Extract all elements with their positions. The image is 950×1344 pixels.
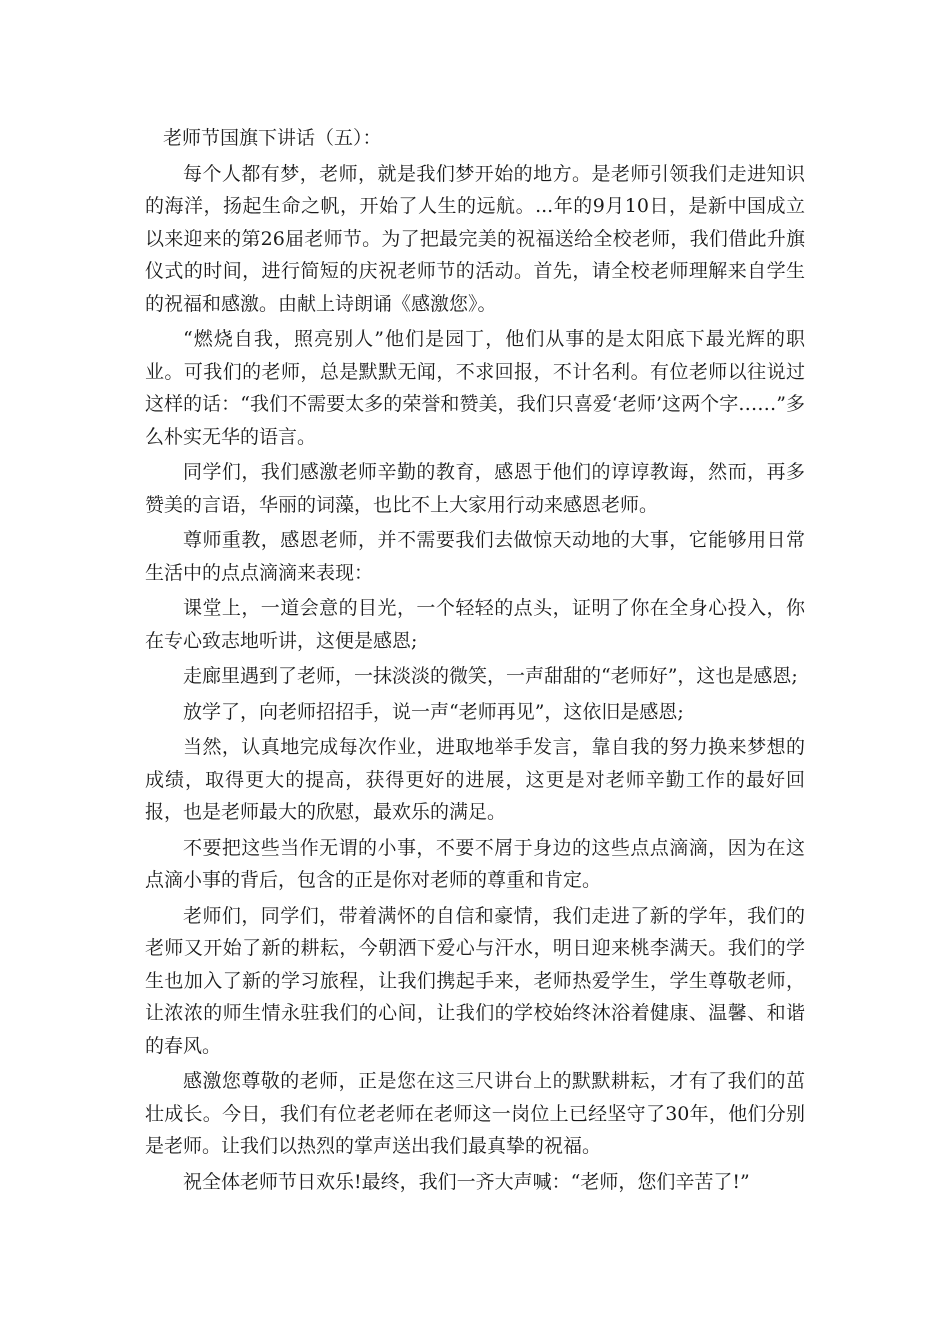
paragraph: 放学了，向老师招招手，说一声“老师再见”，这依旧是感恩;: [183, 700, 684, 723]
document-body: [145, 122, 805, 1201]
paragraph: 走廊里遇到了老师，一抹淡淡的微笑，一声甜甜的“老师好”，这也是感恩;: [183, 665, 798, 687]
paragraph: 老师们，同学们，带着满怀的自信和豪情，我们走进了新的学年，我们的老师又开始了新的耕耘，今朝洒下爱心与汗水，明日迎来桃李满天。我们的学生也加入了新的学习旅程，让我们携起手来，老师热爱学生，学生尊敬老师，让浓浓的师生情永驻我们的心间，让我们的学校始终沐浴着健康、温馨、和谐的春风。: [145, 904, 805, 1057]
paragraph: 当然，认真地完成每次作业，进取地举手发言，靠自我的努力换来梦想的成绩，取得更大的提高，获得更好的进展，这更是对老师辛勤工作的最好回报，也是老师最大的欣慰，最欢乐的满足。: [145, 736, 805, 823]
paragraph: 同学们，我们感激老师辛勤的教育，感恩于他们的谆谆教诲，然而，再多赞美的言语，华丽的词藻，也比不上大家用行动来感恩老师。: [145, 461, 805, 516]
paragraph: 不要把这些当作无谓的小事，不要不屑于身边的这些点点滴滴，因为在这点滴小事的背后，包含的正是你对老师的尊重和肯定。: [145, 836, 805, 891]
paragraph: 课堂上，一道会意的目光，一个轻轻的点头，证明了你在全身心投入，你在专心致志地听讲，这便是感恩;: [145, 597, 805, 652]
paragraph: “燃烧自我，照亮别人”他们是园丁，他们从事的是太阳底下最光辉的职业。可我们的老师，总是默默无闻，不求回报，不计名利。有位老师以往说过这样的话：“我们不需要太多的荣誉和赞美，我们只喜爱‘老师’这两个字……”多么朴实无华的语言。: [145, 328, 805, 448]
paragraph: 尊师重教，感恩老师，并不需要我们去做惊天动地的大事，它能够用日常生活中的点点滴滴来表现：: [145, 529, 805, 584]
paragraph: 祝全体老师节日欢乐!最终，我们一齐大声喊：“老师，您们辛苦了!”: [183, 1170, 750, 1193]
paragraph: 感激您尊敬的老师，正是您在这三尺讲台上的默默耕耘，才有了我们的茁壮成长。今日，我们有位老老师在老师这一岗位上已经坚守了30年，他们分别是老师。让我们以热烈的掌声送出我们最真挚的祝福。: [145, 1070, 805, 1157]
document-title: 老师节国旗下讲话（五）：: [163, 127, 382, 149]
paragraph: 每个人都有梦，老师，就是我们梦开始的地方。是老师引领我们走进知识的海洋，扬起生命之帆，开始了人生的远航。...年的9月10日，是新中国成立以来迎来的第26届老师节。为了把最完美的祝福送给全校老师，我们借此升旗仪式的时间，进行简短的庆祝老师节的活动。首先，请全校老师理解来自学生的祝福和感激。由献上诗朗诵《感激您》。: [145, 162, 805, 315]
